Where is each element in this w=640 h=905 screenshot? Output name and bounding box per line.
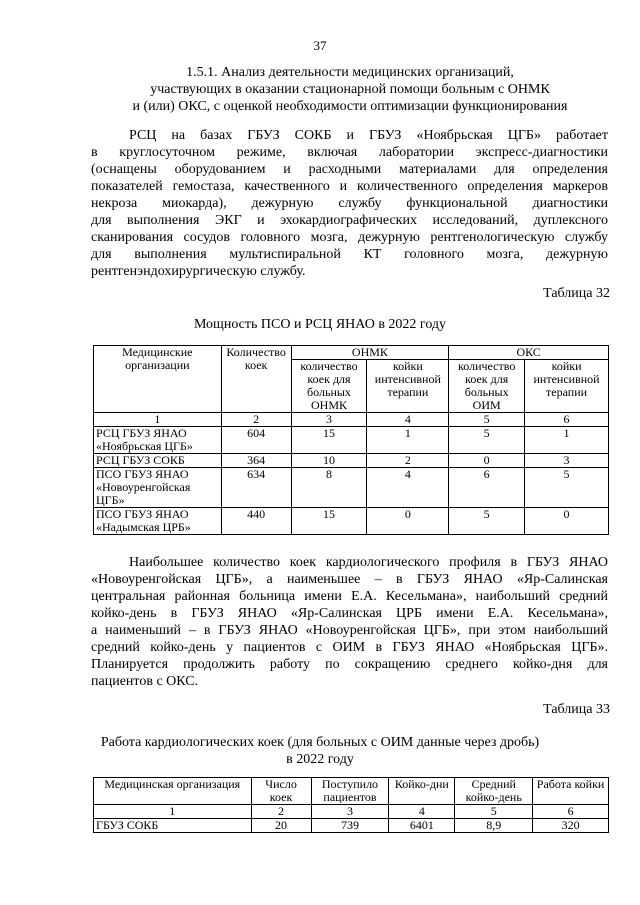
column-number: 3 <box>291 413 367 427</box>
paragraph-line: «Новоуренгойская ЦГБ», а наименьшее – в ГБУЗ ЯНАО «Яр-Салинская <box>91 572 608 587</box>
header-avg-stay: Средний койко-день <box>455 778 533 805</box>
cell-beds: 440 <box>221 508 291 535</box>
column-number-row <box>94 805 609 819</box>
cell-oks-beds: 0 <box>449 454 525 468</box>
cell-oks-icu: 0 <box>525 508 609 535</box>
cell-onmk-icu: 1 <box>367 427 449 454</box>
table-32-title: Мощность ПСО и РСЦ ЯНАО в 2022 году <box>193 317 447 332</box>
paragraph-line: койко-день в ГБУЗ ЯНАО «Яр-Салинская ЦРБ имени Е.А. Кесельмана», <box>91 606 608 621</box>
table-row <box>94 819 609 833</box>
cell-oks-beds: 5 <box>449 508 525 535</box>
header-admitted: Поступило пациентов <box>311 778 389 805</box>
column-number: 6 <box>525 413 609 427</box>
cell-avg-stay: 8,9 <box>455 819 533 833</box>
header-occupancy: Работа койки <box>533 778 609 805</box>
paragraph-line: показателей гемостаза, качественного и количественного определения маркеров <box>91 179 608 194</box>
cell-org: РСЦ ГБУЗ СОКБ <box>94 454 222 468</box>
heading-line: 1.5.1. Анализ деятельности медицинских организаций, <box>186 65 514 80</box>
paragraph-line: некроза миокарда), дежурную службу функциональной диагностики <box>91 196 608 211</box>
paragraph-line: для выполнения ЭКГ и эхокардиографических исследований, дуплексного <box>91 213 608 228</box>
paragraph-cardiology-beds <box>91 554 608 690</box>
table-32-label: Таблица 32 <box>543 286 610 301</box>
table-33-title-line: в 2022 году <box>286 752 354 767</box>
column-number: 4 <box>389 805 455 819</box>
cell-oks-icu: 5 <box>525 468 609 508</box>
column-number: 1 <box>94 413 222 427</box>
paragraph-line: средний койко-день у пациентов с ОИМ в ГБУЗ ЯНАО «Ноябрьская ЦГБ». <box>91 640 608 655</box>
paragraph-line: для выполнения мультиспиральной КТ головного мозга, дежурную <box>91 247 608 262</box>
table-33 <box>93 777 609 833</box>
cell-oks-beds: 5 <box>449 427 525 454</box>
cell-onmk-beds: 10 <box>291 454 367 468</box>
table-row <box>94 508 609 535</box>
header-onmk-icu: койки интенсивной терапии <box>367 360 449 413</box>
cell-org: РСЦ ГБУЗ ЯНАО «Ноябрьская ЦГБ» <box>94 427 222 454</box>
header-oks-icu: койки интенсивной терапии <box>525 360 609 413</box>
cell-onmk-beds: 8 <box>291 468 367 508</box>
header-beds: Число коек <box>251 778 311 805</box>
header-org: Медицинские организации <box>94 346 222 413</box>
cell-beds: 604 <box>221 427 291 454</box>
cell-occupancy: 320 <box>533 819 609 833</box>
paragraph-line: в круглосуточном режиме, включая лаборатории экспресс-диагностики <box>91 145 608 160</box>
column-number: 2 <box>251 805 311 819</box>
cell-onmk-icu: 2 <box>367 454 449 468</box>
cell-bed-days: 6401 <box>389 819 455 833</box>
paragraph-line: рентгенэндохирургическую службу. <box>91 264 306 279</box>
column-number-row <box>94 413 609 427</box>
column-number: 5 <box>455 805 533 819</box>
cell-beds: 20 <box>251 819 311 833</box>
cell-oks-beds: 6 <box>449 468 525 508</box>
header-bed-days: Койко-дни <box>389 778 455 805</box>
cell-admitted: 739 <box>311 819 389 833</box>
table-row <box>94 468 609 508</box>
cell-org: ГБУЗ СОКБ <box>94 819 252 833</box>
cell-oks-icu: 1 <box>525 427 609 454</box>
cell-onmk-beds: 15 <box>291 427 367 454</box>
header-onmk-beds: количество коек для больных ОНМК <box>291 360 367 413</box>
table-33-title-line: Работа кардиологических коек (для больных с ОИМ данные через дробь) <box>100 735 540 750</box>
column-number: 1 <box>94 805 252 819</box>
column-number: 3 <box>311 805 389 819</box>
cell-org: ПСО ГБУЗ ЯНАО «Новоуренгойская ЦГБ» <box>94 468 222 508</box>
header-beds: Количество коек <box>221 346 291 413</box>
column-number: 5 <box>449 413 525 427</box>
paragraph-line: а наименьший – в ГБУЗ ЯНАО «Новоуренгойская ЦГБ», при этом наибольший <box>91 623 608 638</box>
cell-onmk-icu: 0 <box>367 508 449 535</box>
header-org: Медицинская организация <box>94 778 252 805</box>
paragraph-line: Наибольшее количество коек кардиологического профиля в ГБУЗ ЯНАО <box>129 555 608 570</box>
paragraph-line: сканирования сосудов головного мозга, дежурную рентгенологическую службу <box>91 230 608 245</box>
paragraph-line: центральная районная больница имени Е.А. Кесельмана», наибольший средний <box>91 589 608 604</box>
heading-line: и (или) ОКС, с оценкой необходимости оптимизации функционирования <box>132 99 568 114</box>
table-row <box>94 427 609 454</box>
paragraph-line: РСЦ на базах ГБУЗ СОКБ и ГБУЗ «Ноябрьская ЦГБ» работает <box>129 128 608 143</box>
page-number: 37 <box>313 38 327 53</box>
column-number: 2 <box>221 413 291 427</box>
table-32 <box>93 345 609 535</box>
cell-onmk-beds: 15 <box>291 508 367 535</box>
cell-onmk-icu: 4 <box>367 468 449 508</box>
cell-oks-icu: 3 <box>525 454 609 468</box>
table-33-title <box>0 734 640 768</box>
paragraph-line: Планируется продолжить работу по сокращению среднего койко-дня для <box>91 657 608 672</box>
cell-beds: 364 <box>221 454 291 468</box>
paragraph-rsc-description <box>91 127 608 280</box>
paragraph-line: (оснащены оборудованием и расходными материалами для определения <box>91 162 608 177</box>
column-number: 6 <box>533 805 609 819</box>
header-onmk: ОНМК <box>291 346 449 360</box>
header-oks: ОКС <box>449 346 609 360</box>
heading-line: участвующих в оказании стационарной помощи больным с ОНМК <box>150 82 550 97</box>
table-33-label: Таблица 33 <box>543 702 610 717</box>
cell-org: ПСО ГБУЗ ЯНАО «Надымская ЦРБ» <box>94 508 222 535</box>
table-row <box>94 454 609 468</box>
header-oks-beds: количество коек для больных ОИМ <box>449 360 525 413</box>
section-heading <box>60 64 640 115</box>
column-number: 4 <box>367 413 449 427</box>
cell-beds: 634 <box>221 468 291 508</box>
paragraph-line: пациентов с ОКС. <box>91 674 199 689</box>
